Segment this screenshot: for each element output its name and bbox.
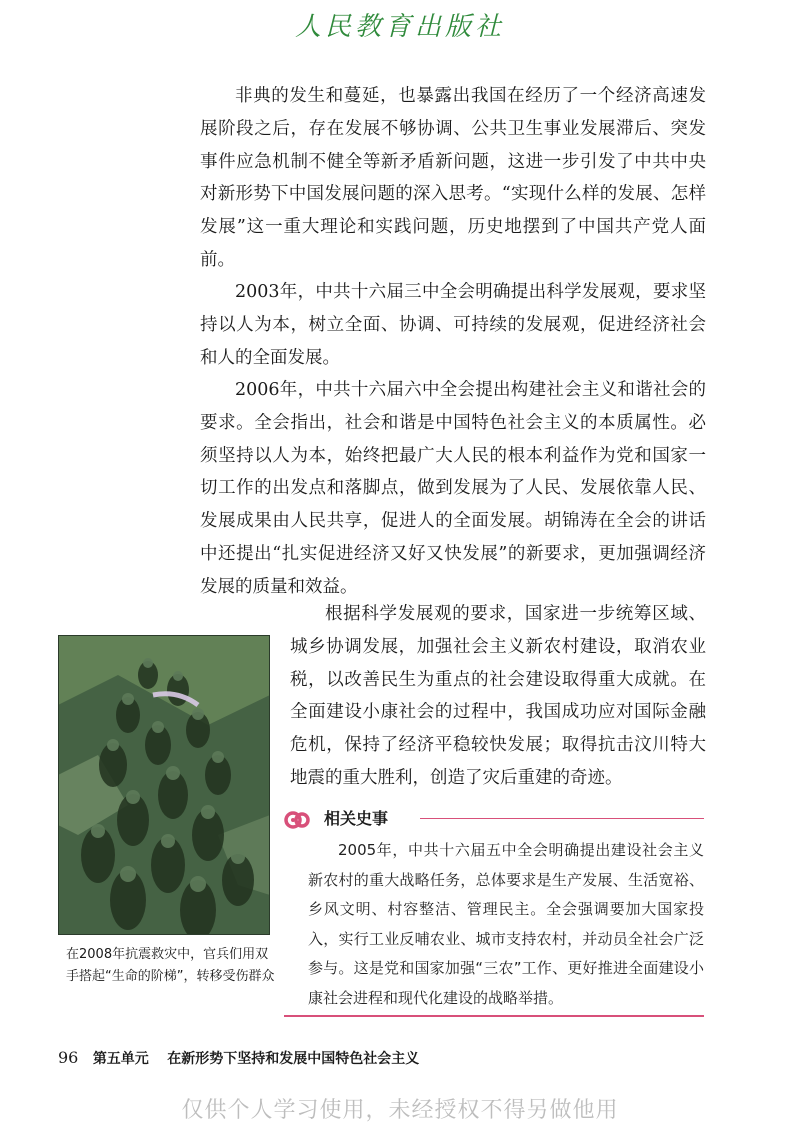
- photo-illustration: [58, 635, 270, 935]
- body-paragraph-3: 2006年，中共十六届六中全会提出构建社会主义和谐社会的要求。全会指出，社会和谐是中国特色社会主义的本质属性。必须坚持以人为本，始终把最广大人民的根本利益作为党和国家一切工作的出发点和落脚点，做到发展为了人民、发展依靠人民、发展成果由人民共享，促进人的全面发展。胡锦涛在全会的讲话中还提出“扎实促进经济又好又快发展”的新要求，更加强调经济发展的质量和效益。: [200, 380, 706, 597]
- box-bottom-divider: [284, 1015, 704, 1017]
- body-paragraph-2: 2003年，中共十六届三中全会明确提出科学发展观，要求坚持以人为本，树立全面、协调、可持续的发展观，促进经济社会和人的全面发展。: [200, 282, 706, 368]
- photo-caption: 在2008年抗震救灾中，官兵们用双手搭起“生命的阶梯”，转移受伤群众: [66, 947, 275, 984]
- watermark-text: 仅供个人学习使用，未经授权不得另做他用: [181, 1098, 619, 1123]
- unit-title: 在新形势下坚持和发展中国特色社会主义: [167, 1051, 420, 1067]
- page-footer: [58, 1048, 419, 1068]
- swirl-icon: [284, 808, 310, 832]
- related-history-text: 2005年，中共十六届五中全会明确提出建设社会主义新农村的重大战略任务，总体要求是生产发展、生活宽裕、乡风文明、村容整洁、管理民主。全会强调要加大国家投入，实行工业反哺农业、城市支持农村，并动员全社会广泛参与。这是党和国家加强“三农”工作、更好推进全面建设小康社会进程和现代化建设的战略举措。: [308, 841, 704, 1007]
- earthquake-rescue-photo: [58, 635, 270, 935]
- publisher-logo: 人民教育出版社: [294, 12, 505, 42]
- box-top-divider: [420, 818, 704, 819]
- unit-label: 第五单元: [92, 1051, 149, 1067]
- body-paragraph-4: 根据科学发展观的要求，国家进一步统筹区域、城乡协调发展，加强社会主义新农村建设，取消农业税，以改善民生为重点的社会建设取得重大成就。在全面建设小康社会的过程中，我国成功应对国际金融危机，保持了经济平稳较快发展；取得抗击汶川特大地震的重大胜利，创造了灾后重建的奇迹。: [290, 604, 706, 788]
- related-history-header: [284, 808, 704, 830]
- related-history-title: 相关史事: [324, 809, 389, 828]
- page-number: 96: [58, 1048, 79, 1067]
- body-paragraph-1: 非典的发生和蔓延，也暴露出我国在经历了一个经济高速发展阶段之后，存在发展不够协调、公共卫生事业发展滞后、突发事件应急机制不健全等新矛盾新问题，这进一步引发了中共中央对新形势下中国发展问题的深入思考。“实现什么样的发展、怎样发展”这一重大理论和实践问题，历史地摆到了中国共产党人面前。: [200, 86, 706, 270]
